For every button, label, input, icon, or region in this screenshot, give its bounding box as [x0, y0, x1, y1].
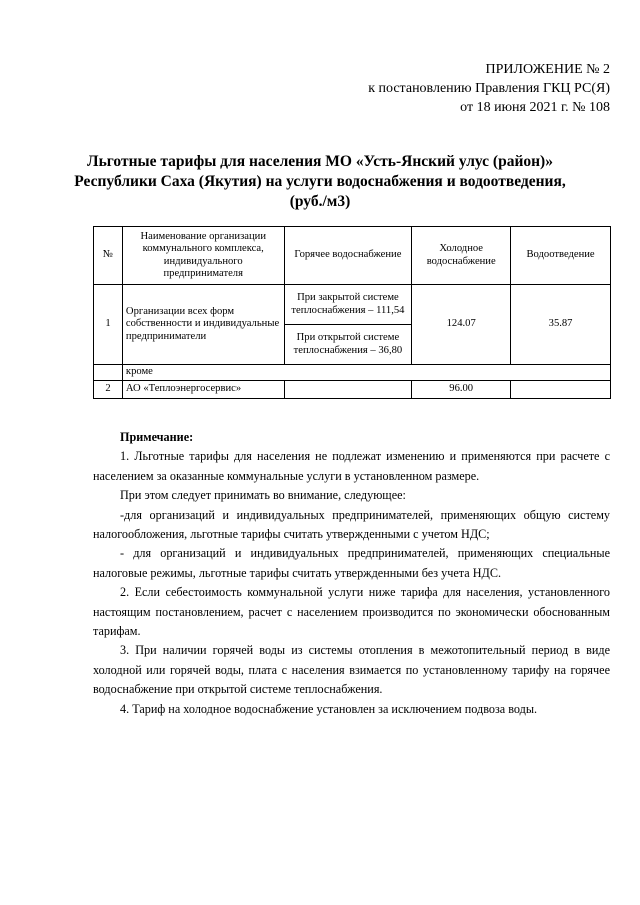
- appendix-number: ПРИЛОЖЕНИЕ № 2: [485, 62, 610, 77]
- note-paragraph: 3. При наличии горячей воды из системы отопления в межотопительный период в виде холодной или горячей воды, плата с населения взимается по установленному тарифу на горячее водоснабжение при открытой системе теплоснабжения.: [93, 643, 610, 697]
- document-title: [70, 152, 570, 212]
- title-line-3: (руб./м3): [289, 193, 351, 210]
- notes-section: [93, 428, 610, 719]
- row2-organization: АО «Теплоэнергосервис»: [122, 380, 284, 398]
- except-label: кроме: [122, 365, 610, 381]
- table-row: [94, 365, 611, 381]
- row2-sewerage: [511, 380, 611, 398]
- table-row: [94, 380, 611, 398]
- row2-cold-water: 96.00: [412, 380, 511, 398]
- title-line-1: Льготные тарифы для населения МО «Усть-Янский улус (район)»: [87, 153, 553, 170]
- header-sewerage: Водоотведение: [511, 227, 611, 285]
- header-cold-water: Холодное водоснабжение: [412, 227, 511, 285]
- title-line-2: Республики Саха (Якутия) на услуги водоснабжения и водоотведения,: [74, 173, 566, 190]
- header-organization: Наименование организации коммунального комплекса, индивидуального предпринимателя: [122, 227, 284, 285]
- table-header-row: [94, 227, 611, 285]
- tariff-table: [93, 226, 611, 399]
- resolution-date: от 18 июня 2021 г. № 108: [460, 100, 610, 115]
- row2-hot-water: [284, 380, 412, 398]
- header-hot-water: Горячее водоснабжение: [284, 227, 412, 285]
- document-header: [368, 60, 610, 117]
- header-num: №: [94, 227, 123, 285]
- row1-hot-closed: При закрытой системе теплоснабжения – 111,54: [284, 285, 412, 325]
- resolution-reference: к постановлению Правления ГКЦ РС(Я): [368, 81, 610, 96]
- note-paragraph: -для организаций и индивидуальных предпринимателей, применяющих общую систему налогообложения, льготные тарифы считать утвержденными с учетом НДС;: [93, 507, 610, 542]
- note-paragraph: 4. Тариф на холодное водоснабжение установлен за исключением подвоза воды.: [120, 701, 538, 716]
- note-paragraph: 2. Если себестоимость коммунальной услуги ниже тарифа для населения, установленного настоящим постановлением, расчет с населением производится по экономически обоснованным тарифам.: [93, 585, 610, 639]
- notes-heading: Примечание:: [120, 430, 194, 444]
- row1-sewerage: 35.87: [511, 285, 611, 365]
- note-paragraph: При этом следует принимать во внимание, следующее:: [120, 488, 406, 503]
- row2-num: 2: [94, 380, 123, 398]
- row1-organization: Организации всех форм собственности и индивидуальные предприниматели: [122, 285, 284, 365]
- note-paragraph: 1. Льготные тарифы для населения не подлежат изменению и применяются при расчете с населением за оказанные коммунальные услуги в установленном размере.: [93, 449, 610, 483]
- row1-hot-open: При открытой системе теплоснабжения – 36,80: [284, 325, 412, 365]
- table-row: [94, 285, 611, 325]
- except-num-cell: [94, 365, 123, 381]
- row1-cold-water: 124.07: [412, 285, 511, 365]
- row1-num: 1: [94, 285, 123, 365]
- note-paragraph: - для организаций и индивидуальных предпринимателей, применяющих специальные налоговые режимы, льготные тарифы считать утвержденными без учета НДС.: [93, 546, 610, 580]
